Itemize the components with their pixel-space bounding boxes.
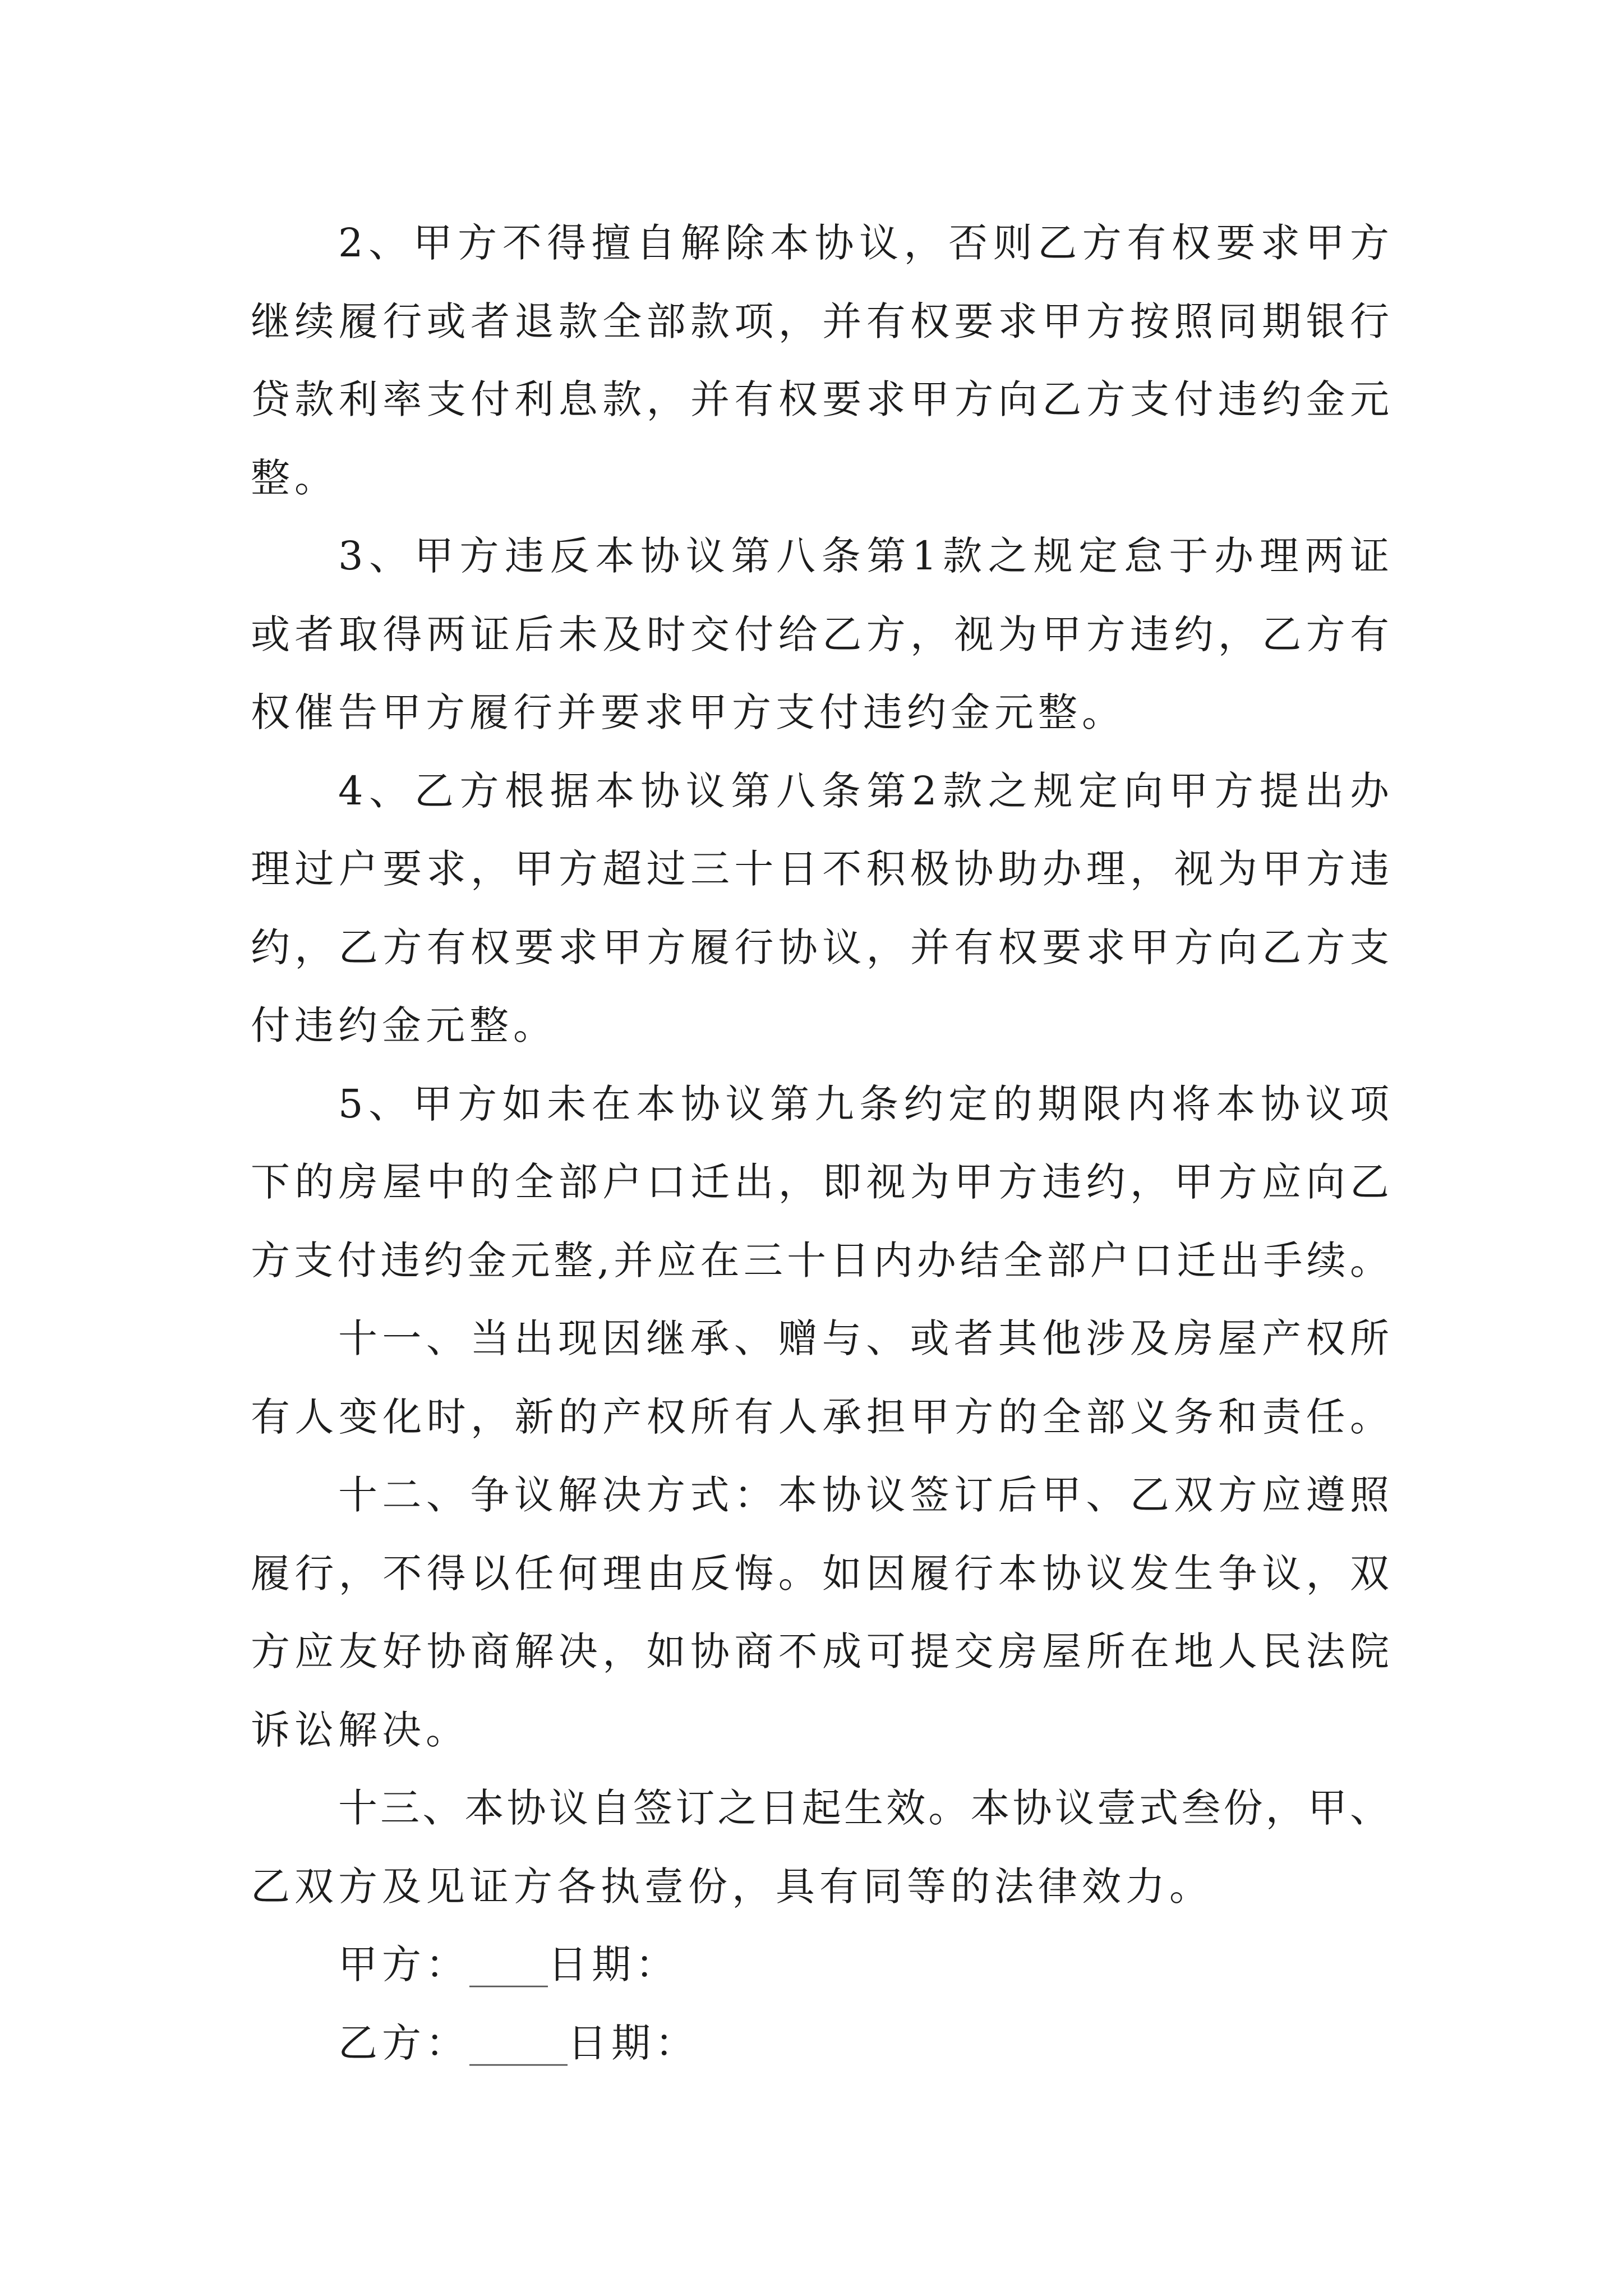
date-label: 日期： <box>548 1941 679 1987</box>
text-line: 十一、当出现因继承、赠与、或者其他涉及房屋产权所 <box>338 1315 1389 1361</box>
signature-line-party-b <box>251 2004 1389 2083</box>
text-line: 约，乙方有权要求甲方履行协议，并有权要求甲方向乙方支 <box>251 924 1389 970</box>
text-line: 继续履行或者退款全部款项，并有权要求甲方按照同期银行 <box>251 298 1389 344</box>
text-line: 十三、本协议自签订之日起生效。本协议壹式叁份，甲、 <box>338 1785 1389 1831</box>
text-line: 权催告甲方履行并要求甲方支付违约金元整。 <box>251 689 1126 735</box>
signature-line-party-a <box>251 1926 1389 2004</box>
article-13 <box>251 1769 1389 1926</box>
clause-item-3 <box>251 517 1389 752</box>
text-line: 付违约金元整。 <box>251 1002 557 1048</box>
party-label: 乙方： <box>338 2019 469 2066</box>
text-line: 5、甲方如未在本协议第九条约定的期限内将本协议项 <box>338 1080 1389 1127</box>
article-12 <box>251 1456 1389 1769</box>
party-label: 甲方： <box>338 1941 469 1987</box>
text-line: 理过户要求，甲方超过三十日不积极协助办理，视为甲方违 <box>251 846 1389 892</box>
text-line: 有人变化时，新的产权所有人承担甲方的全部义务和责任。 <box>251 1393 1389 1440</box>
text-line: 方应友好协商解决，如协商不成可提交房屋所在地人民法院 <box>251 1628 1389 1674</box>
text-line: 下的房屋中的全部户口迁出，即视为甲方违约，甲方应向乙 <box>251 1159 1389 1205</box>
text-line: 贷款利率支付利息款，并有权要求甲方向乙方支付违约金元 <box>251 376 1389 422</box>
text-line: 3、甲方违反本协议第八条第1款之规定怠于办理两证 <box>338 533 1389 579</box>
text-line: 诉讼解决。 <box>251 1706 469 1753</box>
clause-item-5 <box>251 1065 1389 1300</box>
text-line: 4、乙方根据本协议第八条第2款之规定向甲方提出办 <box>338 767 1389 814</box>
text-line: 或者取得两证后未及时交付给乙方，视为甲方违约，乙方有 <box>251 611 1389 657</box>
article-11 <box>251 1300 1389 1456</box>
text-line: 十二、争议解决方式：本协议签订后甲、乙双方应遵照 <box>338 1472 1389 1518</box>
signature-blank: _____ <box>469 2019 568 2066</box>
date-label: 日期： <box>568 2019 699 2066</box>
signature-blank: ____ <box>469 1941 548 1987</box>
clause-item-4 <box>251 752 1389 1065</box>
text-line: 履行，不得以任何理由反悔。如因履行本协议发生争议，双 <box>251 1550 1389 1596</box>
text-line: 乙双方及见证方各执壹份，具有同等的法律效力。 <box>251 1863 1213 1910</box>
text-line: 整。 <box>251 454 338 501</box>
text-line: 2、甲方不得擅自解除本协议，否则乙方有权要求甲方 <box>338 220 1389 266</box>
document-body <box>251 204 1389 2082</box>
clause-item-2 <box>251 204 1389 517</box>
text-line: 方支付违约金元整,并应在三十日内办结全部户口迁出手续。 <box>251 1237 1389 1283</box>
